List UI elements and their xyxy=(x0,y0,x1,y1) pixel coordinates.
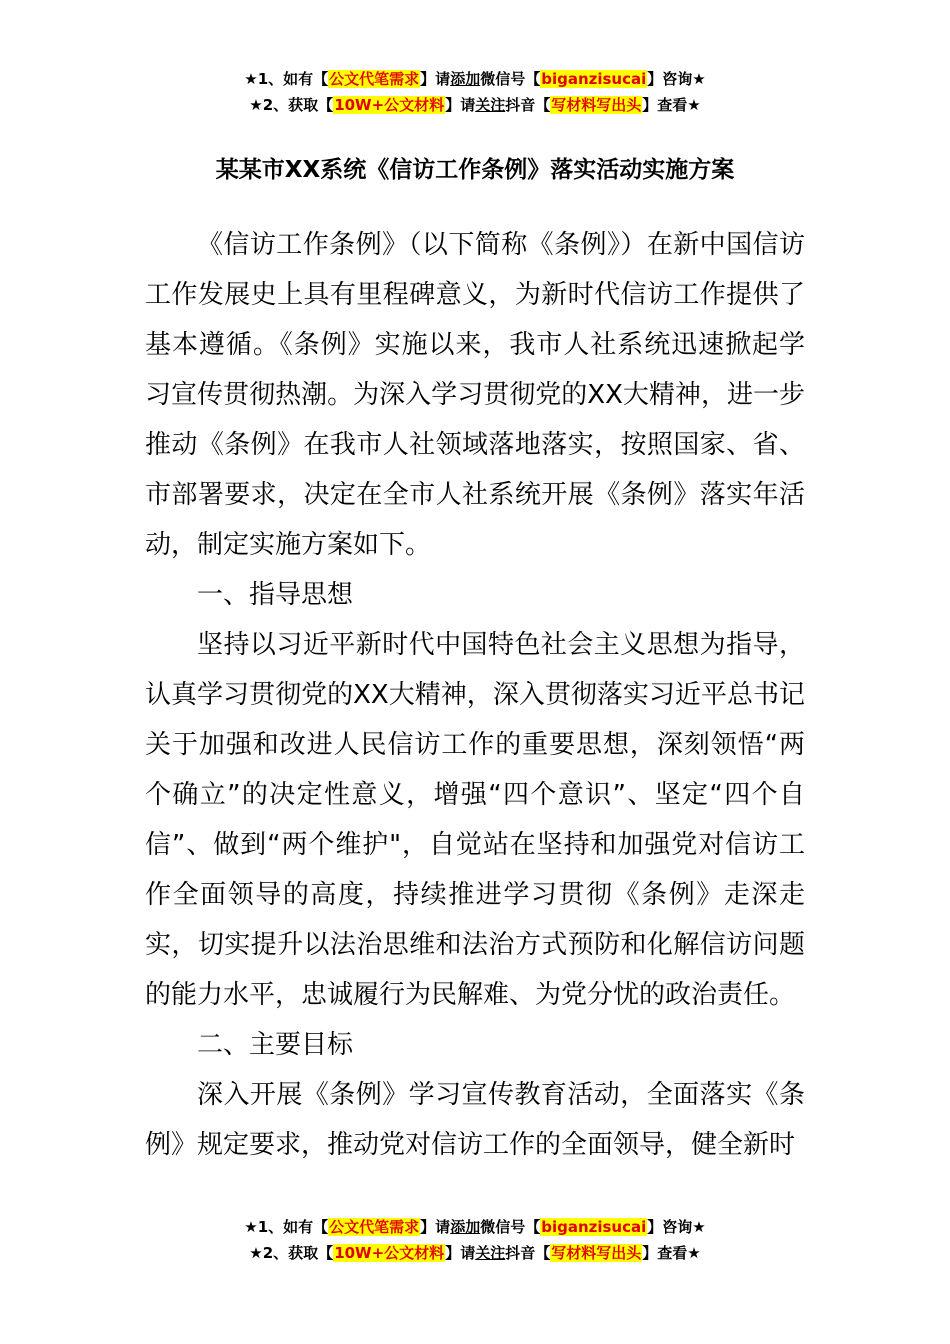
promo-text: 】请 xyxy=(420,70,451,88)
promo-highlight: 公文代笔需求 xyxy=(329,70,420,88)
promo-highlight: 10W+公文材料 xyxy=(334,1244,445,1262)
promo-text: 】请 xyxy=(420,1218,451,1236)
promo-text: 微信号【 xyxy=(480,70,541,88)
promo-underlined-text: 关注 xyxy=(475,1244,506,1262)
section-heading-main-goals: 二、主要目标 xyxy=(197,1030,354,1060)
promo-banner-bottom xyxy=(0,1214,950,1266)
section-heading-guiding-thought: 一、指导思想 xyxy=(197,580,354,610)
promo-text: ★2、获取【 xyxy=(249,96,334,114)
promo-highlight: biganzisucai xyxy=(541,1218,647,1236)
promo-text: 】请 xyxy=(445,96,476,114)
promo-text: 】咨询★ xyxy=(647,1218,706,1236)
promo-text: 抖音【 xyxy=(505,1244,551,1262)
promo-text: 】咨询★ xyxy=(647,70,706,88)
promo-text: 微信号【 xyxy=(480,1218,541,1236)
promo-line-1 xyxy=(0,1214,950,1240)
body-paragraph-guiding-thought: 坚持以习近平新时代中国特色社会主义思想为指导，认真学习贯彻党的XX大精神，深入贯彻落实习近平总书记关于加强和改进人民信访工作的重要思想，深刻领悟“两个确立”的决定性意义，增强“四个意识”、坚定“四个自信”、做到“两个维护"，自觉站在坚持和加强党对信访工作全面领导的高度，持续推进学习贯彻《条例》走深走实，切实提升以法治思维和法治方式预防和化解信访问题的能力水平，忠诚履行为民解难、为党分忧的政治责任。 xyxy=(145,630,805,1010)
promo-highlight: 10W+公文材料 xyxy=(334,96,445,114)
promo-text: ★1、如有【 xyxy=(244,70,329,88)
promo-text: 】查看★ xyxy=(642,96,701,114)
promo-line-2 xyxy=(0,92,950,118)
promo-line-2 xyxy=(0,1240,950,1266)
body-paragraph-main-goals: 深入开展《条例》学习宣传教育活动，全面落实《条例》规定要求，推动党对信访工作的全面领导，健全新时 xyxy=(145,1080,805,1160)
document-title: 某某市XX系统《信访工作条例》落实活动实施方案 xyxy=(215,157,735,183)
promo-text: 抖音【 xyxy=(505,96,551,114)
document-body xyxy=(145,220,805,1170)
promo-underlined-text: 添加 xyxy=(450,70,481,88)
body-paragraph-intro: 《信访工作条例》（以下简称《条例》）在新中国信访工作发展史上具有里程碑意义，为新时代信访工作提供了基本遵循。《条例》实施以来，我市人社系统迅速掀起学习宣传贯彻热潮。为深入学习贯彻党的XX大精神，进一步推动《条例》在我市人社领域落地落实，按照国家、省、市部署要求，决定在全市人社系统开展《条例》落实年活动，制定实施方案如下。 xyxy=(145,230,805,560)
promo-highlight: biganzisucai xyxy=(541,70,647,88)
promo-text: 】查看★ xyxy=(642,1244,701,1262)
promo-highlight: 公文代笔需求 xyxy=(329,1218,420,1236)
promo-text: ★1、如有【 xyxy=(244,1218,329,1236)
promo-text: 】请 xyxy=(445,1244,476,1262)
promo-highlight: 写材料写出头 xyxy=(551,96,642,114)
promo-line-1 xyxy=(0,66,950,92)
promo-underlined-text: 添加 xyxy=(450,1218,481,1236)
promo-underlined-text: 关注 xyxy=(475,96,506,114)
promo-banner-top xyxy=(0,66,950,118)
promo-highlight: 写材料写出头 xyxy=(551,1244,642,1262)
promo-text: ★2、获取【 xyxy=(249,1244,334,1262)
